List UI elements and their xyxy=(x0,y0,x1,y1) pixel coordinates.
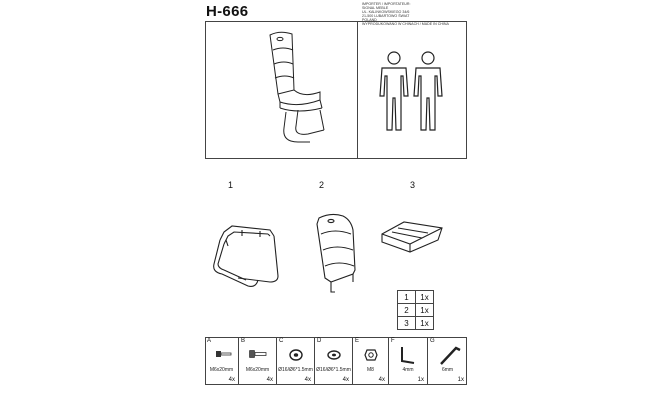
part-size: 4mm xyxy=(402,367,414,373)
qty-cell: 1x xyxy=(416,291,434,304)
step-number: 3 xyxy=(410,180,416,190)
allen-key-icon xyxy=(399,345,417,365)
part-size: Ø16/Ø6*1.5mm xyxy=(316,367,351,373)
overview-divider xyxy=(357,21,358,159)
part-3-seat-illustration xyxy=(378,218,446,258)
part-letter: G xyxy=(430,338,435,344)
part-letter: B xyxy=(241,338,246,344)
parts-quantity-table xyxy=(397,290,434,330)
step-cell: 2 xyxy=(398,304,416,317)
part-qty: 4x xyxy=(304,377,311,383)
washer-icon xyxy=(327,350,341,360)
part-size: M6x20mm xyxy=(245,367,270,373)
table-row xyxy=(398,317,434,330)
part-letter: C xyxy=(279,338,284,344)
hardware-cell-a xyxy=(205,337,239,385)
washer-icon xyxy=(289,349,303,361)
assembled-chair-illustration xyxy=(258,30,333,148)
part-qty: 4x xyxy=(266,377,273,383)
qty-cell: 1x xyxy=(416,304,434,317)
table-row xyxy=(398,291,434,304)
allen-key-icon xyxy=(438,344,460,366)
part-qty: 1x xyxy=(457,377,464,383)
part-size: M8 xyxy=(367,367,374,373)
part-qty: 4x xyxy=(378,377,385,383)
hardware-cell-g xyxy=(428,337,467,385)
nut-icon xyxy=(364,349,378,361)
hardware-cell-f xyxy=(389,337,428,385)
hardware-cell-d xyxy=(315,337,353,385)
part-1-frame-illustration xyxy=(212,222,292,292)
part-qty: 1x xyxy=(417,377,424,383)
table-row xyxy=(398,304,434,317)
hardware-cell-b xyxy=(239,337,277,385)
part-letter: A xyxy=(207,338,212,344)
product-code: H-666 xyxy=(206,3,249,20)
part-letter: D xyxy=(317,338,322,344)
importer-line: WYPRODUKOWANO W CHINACH / MADE IN CHINA xyxy=(362,22,449,27)
bolt-icon xyxy=(249,349,267,359)
part-size: Ø16/Ø6*1.5mm xyxy=(278,367,313,373)
step-number: 1 xyxy=(228,180,234,190)
step-cell: 3 xyxy=(398,317,416,330)
importer-line: 21-500 LUBARTOWO ŚWIAT xyxy=(362,14,410,19)
part-2-backrest-illustration xyxy=(313,212,358,298)
importer-line: IMPORTER / IMPORTATEUR: xyxy=(362,2,411,6)
part-letter: F xyxy=(391,338,395,344)
step-cell: 1 xyxy=(398,291,416,304)
importer-line: SIGNAL MEBLE xyxy=(362,6,389,11)
hardware-cell-e xyxy=(353,337,389,385)
bolt-icon xyxy=(216,350,232,358)
hardware-cell-c xyxy=(277,337,315,385)
part-qty: 4x xyxy=(342,377,349,383)
importer-line: UL. KALINKOWSKIEGO 34/6 xyxy=(362,10,410,15)
part-size: 6mm xyxy=(441,367,454,373)
step-number: 2 xyxy=(319,180,325,190)
part-size: M6x20mm xyxy=(209,367,234,373)
qty-cell: 1x xyxy=(416,317,434,330)
importer-line: POLAND xyxy=(362,18,377,23)
part-letter: E xyxy=(355,338,360,344)
part-qty: 4x xyxy=(228,377,235,383)
two-persons-icon xyxy=(376,50,448,132)
